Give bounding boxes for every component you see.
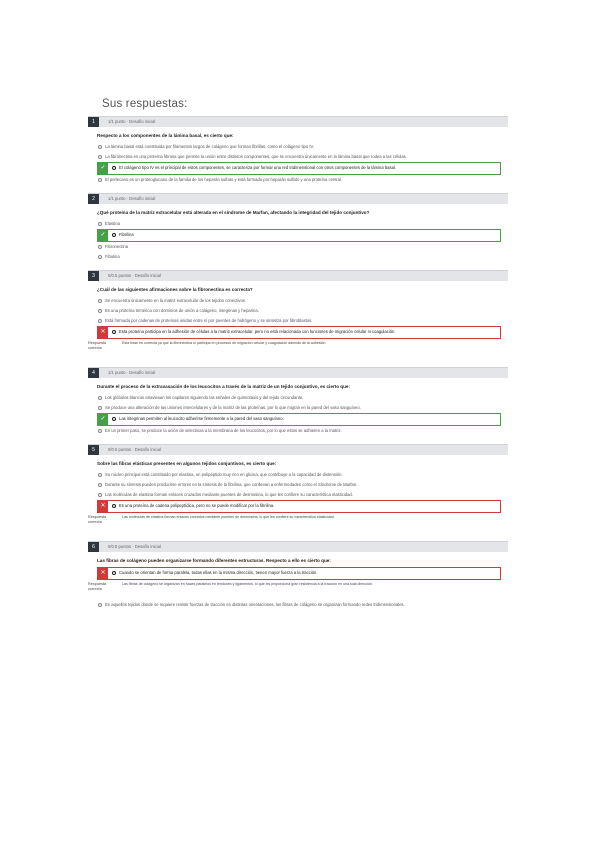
option-label: Su núcleo principal está constituido por elastina, un polipéptido muy rico en glicina, que contribuye a la capacidad de distensión. xyxy=(105,472,343,477)
option-label: El perlecano es un proteoglucano de la familia de los heparán sulfato y está formado por heparán sulfato y una proteína central. xyxy=(105,177,343,182)
radio-button[interactable] xyxy=(98,396,102,400)
radio-button[interactable] xyxy=(98,145,102,149)
spacer xyxy=(88,533,508,541)
cross-icon: ✕ xyxy=(98,327,108,338)
option-label: En un primer paso, se produce la unión de selectinas a la membrana de los leucocitos, por lo que estos se adhieren a la matriz. xyxy=(105,428,342,433)
check-icon: ✓ xyxy=(98,230,108,241)
question-number: 3 xyxy=(88,271,99,281)
answer-option[interactable] xyxy=(88,490,508,500)
answer-option[interactable] xyxy=(88,242,508,252)
radio-button[interactable] xyxy=(98,155,102,159)
spacer xyxy=(88,610,508,618)
radio-button[interactable] xyxy=(112,330,116,334)
question-meta: 1/1 punto · Desafío inicial xyxy=(108,119,156,124)
question-text: Las fibras de colágeno pueden organizarse formando diferentes estructuras. Respecto a ello es cierto que: xyxy=(97,558,331,563)
answer-option[interactable] xyxy=(88,175,508,185)
question-meta: 1/1 punto · Desafío inicial xyxy=(108,196,156,201)
radio-button[interactable] xyxy=(98,178,102,182)
option-label: Fibronectina xyxy=(105,244,129,249)
radio-button[interactable] xyxy=(112,571,116,575)
question-text: Sobre las fibras elásticas presentes en algunos tejidos conjuntivos, es cierto que: xyxy=(97,461,277,466)
question-number: 2 xyxy=(88,194,99,204)
question-header xyxy=(88,270,508,281)
check-icon: ✓ xyxy=(98,414,108,425)
option-label: La fibronectina es una proteína fibrosa que permite la unión entre distintos componentes, que se encuentra únicamente en la lámina basal que rodea a las células. xyxy=(105,154,407,159)
answer-option[interactable] xyxy=(97,162,501,175)
radio-button[interactable] xyxy=(98,493,102,497)
question-block xyxy=(88,193,508,270)
answer-option[interactable] xyxy=(97,500,501,513)
feedback xyxy=(88,341,508,353)
feedback-label: Respuesta correcta xyxy=(88,582,107,591)
question-block xyxy=(88,541,508,618)
answers-page xyxy=(88,98,508,618)
feedback-label: Respuesta correcta xyxy=(88,515,107,524)
option-label: Fibulina xyxy=(105,254,120,259)
question-block xyxy=(88,444,508,541)
question-text: ¿Cuál de las siguientes afirmaciones sobre la fibronectina es correcta? xyxy=(97,287,253,292)
answer-option[interactable] xyxy=(88,219,508,229)
page-title: Sus respuestas: xyxy=(102,98,188,110)
question-block xyxy=(88,116,508,193)
answer-option[interactable] xyxy=(88,480,508,490)
answer-option[interactable] xyxy=(88,470,508,480)
question-header xyxy=(88,193,508,204)
option-label: El colágeno tipo IV es el principal de estos componentes, se caracteriza por formar una red tridimensional con otros componentes de la lámina basal. xyxy=(119,165,396,170)
radio-button[interactable] xyxy=(98,245,102,249)
answer-option[interactable] xyxy=(97,413,501,426)
feedback-text: Las moléculas de elastina forman enlaces cruzados mediante puentes de desmosina, lo que les confiere su característica elasticidad. xyxy=(122,515,335,519)
option-label: Es una proteína trimérica con dominios de unión a colágeno, integrinas y heparina. xyxy=(105,308,259,313)
radio-button[interactable] xyxy=(98,603,102,607)
question-meta: 0/0.5 puntos · Desafío inicial xyxy=(108,544,161,549)
radio-button[interactable] xyxy=(98,319,102,323)
radio-button[interactable] xyxy=(98,429,102,433)
option-label: Es una proteína de cadena polipeptídica, pero no se puede modificar por la fibrilina. xyxy=(119,503,275,508)
feedback xyxy=(88,582,508,594)
option-label: Los glóbulos blancos atraviesan los capilares siguiendo las señales de quimiotaxis y del tejido circundante. xyxy=(105,395,304,400)
option-label: Las integrinas permiten al leucocito adherirse firmemente a la pared del vaso sanguíneo. xyxy=(119,416,284,421)
question-text: Respecto a los componentes de la lámina basal, es cierto que: xyxy=(97,133,234,138)
option-label: Se produce una alteración de las uniones intercelulares y de la matriz de las proteínas, por lo que migran en la pared del vaso sanguíneo. xyxy=(105,405,361,410)
question-text: Durante el proceso de la extravasación de los leucocitos a través de la matriz de un tejido conjuntivo, es cierto que: xyxy=(97,384,350,389)
answer-option[interactable] xyxy=(88,403,508,413)
question-header xyxy=(88,541,508,552)
answer-option[interactable] xyxy=(97,229,501,242)
option-label: En aquellos tejidos donde se requiere resistir fuerzas de tracción en distintas orientaciones, las fibras de colágeno se organizan formando redes tridimensionales. xyxy=(105,602,405,607)
radio-button[interactable] xyxy=(112,166,116,170)
answer-option[interactable] xyxy=(97,567,501,580)
option-label: Durante su síntesis pueden producirse errores en la síntesis de la fibrilina, que conllevan a enfermedades como el Síndrome de Marfan. xyxy=(105,482,358,487)
cross-icon: ✕ xyxy=(98,501,108,512)
answer-option[interactable] xyxy=(88,252,508,262)
radio-button[interactable] xyxy=(112,233,116,237)
question-number: 5 xyxy=(88,445,99,455)
feedback-label: Respuesta correcta xyxy=(88,341,107,350)
option-label: Fibrilina xyxy=(119,232,134,237)
answer-option[interactable] xyxy=(88,306,508,316)
radio-button[interactable] xyxy=(98,309,102,313)
question-meta: 1/1 punto · Desafío inicial xyxy=(108,370,156,375)
answer-option[interactable] xyxy=(88,152,508,162)
question-header xyxy=(88,444,508,455)
question-header xyxy=(88,367,508,378)
radio-button[interactable] xyxy=(98,222,102,226)
radio-button[interactable] xyxy=(112,504,116,508)
option-label: La lámina basal está constituida por filamentos largos de colágeno que forman fibrillas, como el colágeno tipo IV. xyxy=(105,144,315,149)
answer-option[interactable] xyxy=(88,296,508,306)
answer-option[interactable] xyxy=(88,393,508,403)
answer-option[interactable] xyxy=(88,600,508,610)
question-number: 1 xyxy=(88,117,99,127)
feedback-text: Esta frase es correcta ya que la fibronectina sí participa en procesos de migración celular y coagulación además de la adhesión. xyxy=(122,341,327,345)
option-label: Elastina xyxy=(105,221,120,226)
question-block xyxy=(88,270,508,367)
spacer xyxy=(88,262,508,270)
answer-option[interactable] xyxy=(88,142,508,152)
spacer xyxy=(88,185,508,193)
cross-icon: ✕ xyxy=(98,568,108,579)
feedback-text: Las fibras de colágeno se organizan en haces paralelos en tendones y ligamentos, lo que les proporciona gran resistencia a la tracción en una sola dirección. xyxy=(122,582,373,586)
radio-button[interactable] xyxy=(98,473,102,477)
answer-option[interactable] xyxy=(88,316,508,326)
spacer xyxy=(88,359,508,367)
question-number: 4 xyxy=(88,368,99,378)
question-list xyxy=(88,116,508,618)
question-text: ¿Qué proteína de la matriz extracelular está alterada en el síndrome de Marfan, afectando la integridad del tejido conjuntivo? xyxy=(97,210,370,215)
check-icon: ✓ xyxy=(98,163,108,174)
radio-button[interactable] xyxy=(98,406,102,410)
option-label: Las moléculas de elastina forman enlaces cruzados mediante puentes de desmosina, lo que les confiere su característica elasticidad. xyxy=(105,492,353,497)
feedback xyxy=(88,515,508,527)
question-meta: 0/0.5 puntos · Desafío inicial xyxy=(108,273,161,278)
answer-option[interactable] xyxy=(88,426,508,436)
radio-button[interactable] xyxy=(98,255,102,259)
radio-button[interactable] xyxy=(112,417,116,421)
question-header xyxy=(88,116,508,127)
question-block xyxy=(88,367,508,444)
answer-option[interactable] xyxy=(97,326,501,339)
question-meta: 0/0.5 puntos · Desafío inicial xyxy=(108,447,161,452)
option-label: Se encuentra únicamente en la matriz extracelular de los tejidos conectivos. xyxy=(105,298,247,303)
option-label: Cuando se orientan de forma paralela, todas ellas en la misma dirección, tienen mayor fuerza a la tracción. xyxy=(119,570,318,575)
radio-button[interactable] xyxy=(98,299,102,303)
radio-button[interactable] xyxy=(98,483,102,487)
option-label: Está formada por cadenas de proteínas unidas entre sí por puentes de hidrógeno y se sintetiza por fibroblastos. xyxy=(105,318,313,323)
spacer xyxy=(88,436,508,444)
option-label: Esta proteína participa en la adhesión de células a la matriz extracelular, pero no está relacionada con funciones de migración celular ni coagulación. xyxy=(119,329,396,334)
question-number: 6 xyxy=(88,542,99,552)
